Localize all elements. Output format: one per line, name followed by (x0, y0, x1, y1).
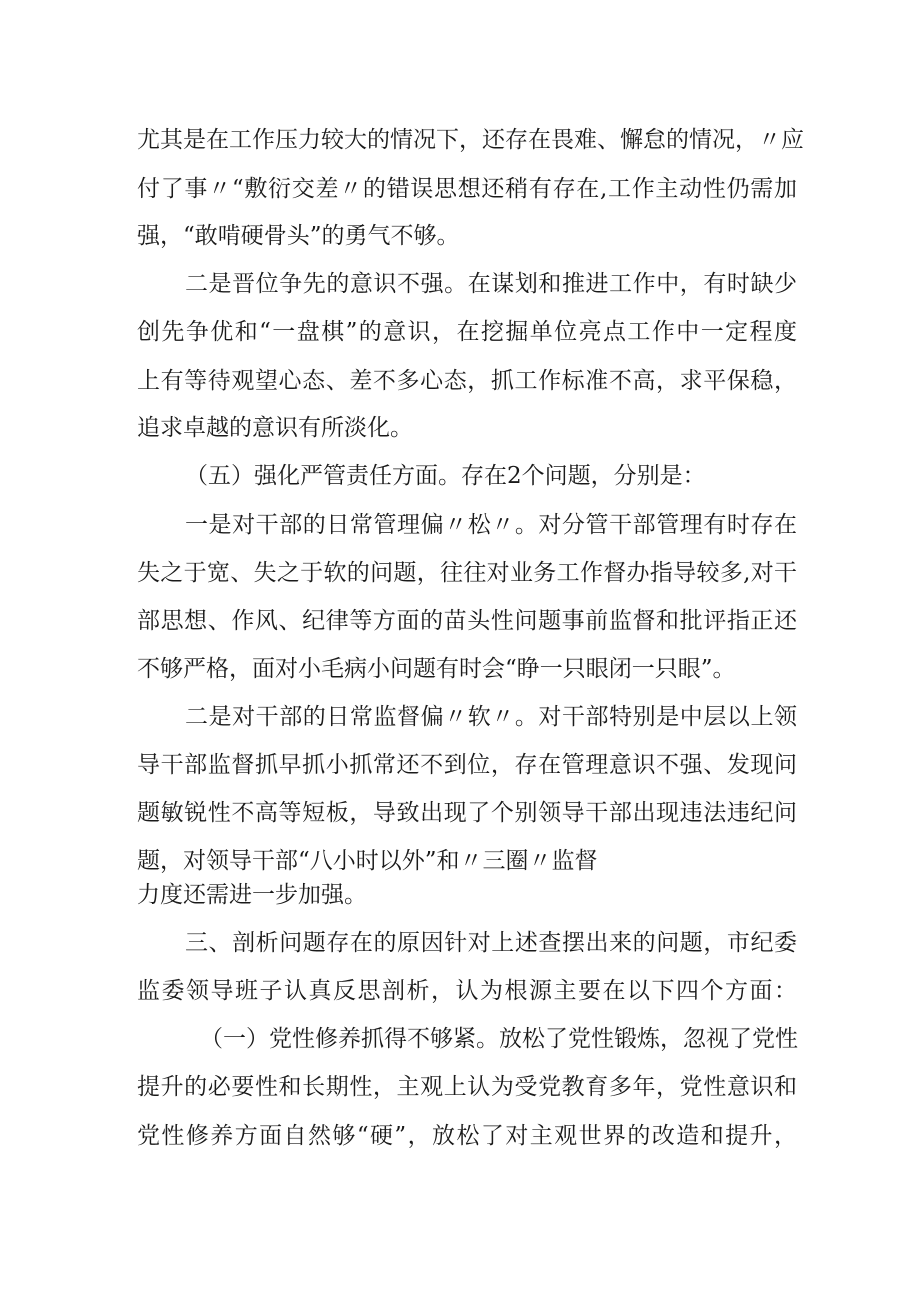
text-line: （五）强化严管责任方面。存在2个问题，分别是： (185, 463, 706, 489)
text-line: 上有等待观望心态、差不多心态，抓工作标准不高，求平保稳， (137, 368, 797, 394)
text-line: 监委领导班子认真反思剖析，认为根源主要在以下四个方面： (137, 978, 797, 1004)
text-line: 二是晋位争先的意识不强。在谋划和推进工作中，有时缺少 (185, 271, 797, 297)
text-line: 题敏锐性不高等短板，导致出现了个别领导干部出现违法违纪问 (137, 800, 797, 826)
text-line: 创先争优和“一盘棋”的意识，在挖掘单位亮点工作中一定程度 (137, 319, 797, 345)
text-line: 一是对干部的日常管理偏〃松〃。对分管干部管理有时存在 (185, 512, 797, 538)
text-line: 导干部监督抓早抓小抓常还不到位，存在管理意识不强、发现问 (137, 752, 797, 778)
text-line: 部思想、作风、纪律等方面的苗头性问题事前监督和批评指正还 (137, 608, 797, 634)
text-line: 题，对领导干部“八小时以外”和〃三圈〃监督 (137, 848, 598, 874)
text-line: 不够严格，面对小毛病小问题有时会“睁一只眼闭一只眼”。 (137, 656, 736, 682)
text-line: 尤其是在工作压力较大的情况下，还存在畏难、懈怠的情况，〃应 (137, 127, 804, 153)
text-line: 党性修养方面自然够“硬”，放松了对主观世界的改造和提升， (137, 1123, 797, 1149)
text-line: 二是对干部的日常监督偏〃软〃。对干部特别是中层以上领 (185, 704, 797, 730)
text-line: 付了事〃“敷衍交差〃的错误思想还稍有存在,工作主动性仍需加 (137, 176, 797, 202)
text-line: 强，“敢啃硬骨头”的勇气不够。 (137, 223, 460, 249)
text-line: （一）党性修养抓得不够紧。放松了党性锻炼，忽视了党性 (200, 1026, 798, 1052)
text-line: 失之于宽、失之于软的问题，往往对业务工作督办指导较多,对干 (137, 560, 797, 586)
text-line: 追求卓越的意识有所淡化。 (137, 415, 413, 441)
text-line: 力度还需进一步加强。 (137, 882, 367, 908)
text-line: 提升的必要性和长期性，主观上认为受党教育多年，党性意识和 (137, 1074, 797, 1100)
text-line: 三、剖析问题存在的原因针对上述查摆出来的问题，市纪委 (185, 930, 797, 956)
